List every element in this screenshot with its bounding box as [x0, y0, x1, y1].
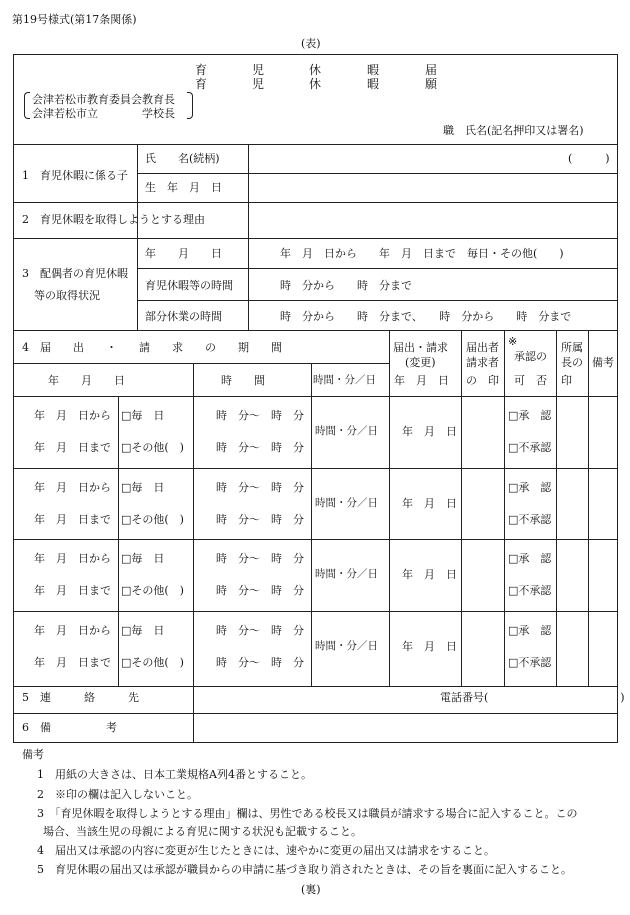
reject-checkbox[interactable]: □不承認	[508, 441, 552, 454]
section1-label: 1 育児休暇に係る子	[22, 169, 128, 182]
section4-label: 4 届 出 ・ 請 求 の 期 間	[22, 341, 282, 354]
child-dob-field[interactable]	[248, 173, 618, 202]
remarks-field[interactable]	[193, 713, 618, 743]
daily-checkbox[interactable]: □毎 日	[121, 481, 165, 494]
section3-label-line1: 3 配偶者の育児休暇	[22, 267, 128, 280]
daily-checkbox[interactable]: □毎 日	[121, 552, 165, 565]
daily-checkbox[interactable]: □毎 日	[121, 409, 165, 422]
total-hours[interactable]: 時間・分／日	[315, 497, 378, 509]
period-from[interactable]: 年 月 日から	[34, 409, 111, 422]
phone-number-field[interactable]: 電話番号( )	[440, 691, 625, 704]
col-approve-header-2: 可 否	[514, 374, 547, 387]
title-char: 休	[309, 77, 322, 91]
note-item: 3 「育児休暇を取得しようとする理由」欄は、男性である校長又は職員が請求する場合に記入すること。この	[37, 807, 578, 820]
col-total-header: 時間・分／日	[313, 374, 376, 386]
time-range[interactable]: 時 分～ 時 分	[216, 481, 304, 494]
approve-checkbox[interactable]: □承 認	[508, 624, 552, 637]
title-char: 休	[309, 63, 322, 77]
title-char: 暇	[367, 77, 380, 91]
child-dob-label: 生 年 月 日	[145, 181, 222, 194]
col-remarks-header: 備考	[592, 356, 614, 369]
approve-checkbox[interactable]: □承 認	[508, 409, 552, 422]
total-hours[interactable]: 時間・分／日	[315, 568, 378, 580]
child-relation-field[interactable]: ( )	[568, 152, 610, 165]
col-mark-header: ※	[508, 335, 518, 348]
child-name-label: 氏 名(続柄)	[145, 152, 220, 165]
period-from[interactable]: 年 月 日から	[34, 481, 111, 494]
filed-date[interactable]: 年 月 日	[402, 497, 457, 510]
spouse-time-field[interactable]: 時 分から 時 分まで	[280, 279, 412, 292]
col-approve-header-1: 承認の	[514, 350, 547, 363]
filed-date[interactable]: 年 月 日	[402, 568, 457, 581]
period-from[interactable]: 年 月 日から	[34, 552, 111, 565]
other-checkbox[interactable]: □その他( )	[121, 441, 184, 454]
filed-date[interactable]: 年 月 日	[402, 640, 457, 653]
filed-date[interactable]: 年 月 日	[402, 425, 457, 438]
back-side-label: (裏)	[301, 883, 321, 896]
section2-label: 2 育児休暇を取得しようとする理由	[22, 213, 205, 226]
title-char: 育	[195, 77, 208, 91]
reject-checkbox[interactable]: □不承認	[508, 656, 552, 669]
reject-checkbox[interactable]: □不承認	[508, 513, 552, 526]
col-chief-header-2: 長の	[561, 356, 583, 369]
total-hours[interactable]: 時間・分／日	[315, 425, 378, 437]
period-to[interactable]: 年 月 日まで	[34, 513, 111, 526]
left-bracket	[24, 92, 30, 119]
title-char: 育	[195, 63, 208, 77]
note-item: 5 育児休暇の届出又は承認が職員からの申請に基づき取り消されたときは、その旨を裏面に記入すること。	[37, 863, 572, 876]
spouse-time-label: 育児休暇等の時間	[145, 279, 233, 292]
col-seal-header-2: 請求者	[466, 356, 499, 369]
time-range[interactable]: 時 分～ 時 分	[216, 552, 304, 565]
reject-checkbox[interactable]: □不承認	[508, 584, 552, 597]
note-item: 1 用紙の大きさは、日本工業規格A列4番とすること。	[37, 768, 312, 781]
title-char: 願	[425, 77, 438, 91]
section3-label-line2: 等の取得状況	[34, 289, 100, 302]
col-seal-header-3: の 印	[466, 374, 499, 387]
reason-field[interactable]	[248, 202, 618, 238]
note-item: 4 届出又は承認の内容に変更が生じたときには、速やかに変更の届出又は請求をすること。	[37, 844, 495, 857]
partial-leave-field[interactable]: 時 分から 時 分まで、 時 分から 時 分まで	[280, 310, 572, 323]
title-char: 児	[252, 77, 265, 91]
applicant-signature-label: 職 氏名(記名押印又は署名)	[443, 124, 584, 137]
time-range[interactable]: 時 分～ 時 分	[216, 624, 304, 637]
addressee-line1: 会津若松市教育委員会教育長	[32, 93, 175, 106]
section5-label: 5 連 絡 先	[22, 691, 139, 704]
approve-checkbox[interactable]: □承 認	[508, 481, 552, 494]
time-range[interactable]: 時 分～ 時 分	[216, 409, 304, 422]
form-number: 第19号様式(第17条関係)	[12, 13, 137, 26]
right-bracket	[187, 92, 193, 119]
front-side-label: (表)	[301, 37, 321, 50]
other-checkbox[interactable]: □その他( )	[121, 584, 184, 597]
col-seal-header-1: 届出者	[466, 341, 499, 354]
notes-heading: 備考	[22, 748, 44, 761]
section6-label: 6 備 考	[22, 721, 117, 734]
spouse-date-label: 年 月 日	[145, 247, 222, 260]
note-item: 2 ※印の欄は記入しないこと。	[37, 788, 198, 801]
title-char: 届	[425, 63, 438, 77]
other-checkbox[interactable]: □その他( )	[121, 513, 184, 526]
col-chief-header-3: 印	[561, 374, 572, 387]
total-hours[interactable]: 時間・分／日	[315, 640, 378, 652]
col-filed-header-3: 年 月 日	[394, 374, 449, 387]
period-to[interactable]: 年 月 日まで	[34, 656, 111, 669]
title-char: 暇	[367, 63, 380, 77]
col-filed-header-2: (変更)	[405, 356, 436, 369]
col-time-header: 時 間	[221, 374, 265, 387]
period-from[interactable]: 年 月 日から	[34, 624, 111, 637]
time-range[interactable]: 時 分～ 時 分	[216, 584, 304, 597]
period-to[interactable]: 年 月 日まで	[34, 441, 111, 454]
partial-leave-label: 部分休業の時間	[145, 310, 222, 323]
approve-checkbox[interactable]: □承 認	[508, 552, 552, 565]
col-chief-header-1: 所属	[561, 341, 583, 354]
addressee-line2: 会津若松市立 学校長	[32, 107, 175, 120]
daily-checkbox[interactable]: □毎 日	[121, 624, 165, 637]
time-range[interactable]: 時 分～ 時 分	[216, 513, 304, 526]
note-item-continued: 場合、当該生児の母親による育児に関する状況も記載すること。	[43, 825, 362, 838]
col-filed-header-1: 届出・請求	[393, 341, 448, 354]
time-range[interactable]: 時 分～ 時 分	[216, 656, 304, 669]
time-range[interactable]: 時 分～ 時 分	[216, 441, 304, 454]
spouse-date-field[interactable]: 年 月 日から 年 月 日まで 毎日・その他( )	[280, 247, 564, 260]
title-char: 児	[252, 63, 265, 77]
col-date-header: 年 月 日	[48, 374, 125, 387]
period-to[interactable]: 年 月 日まで	[34, 584, 111, 597]
other-checkbox[interactable]: □その他( )	[121, 656, 184, 669]
